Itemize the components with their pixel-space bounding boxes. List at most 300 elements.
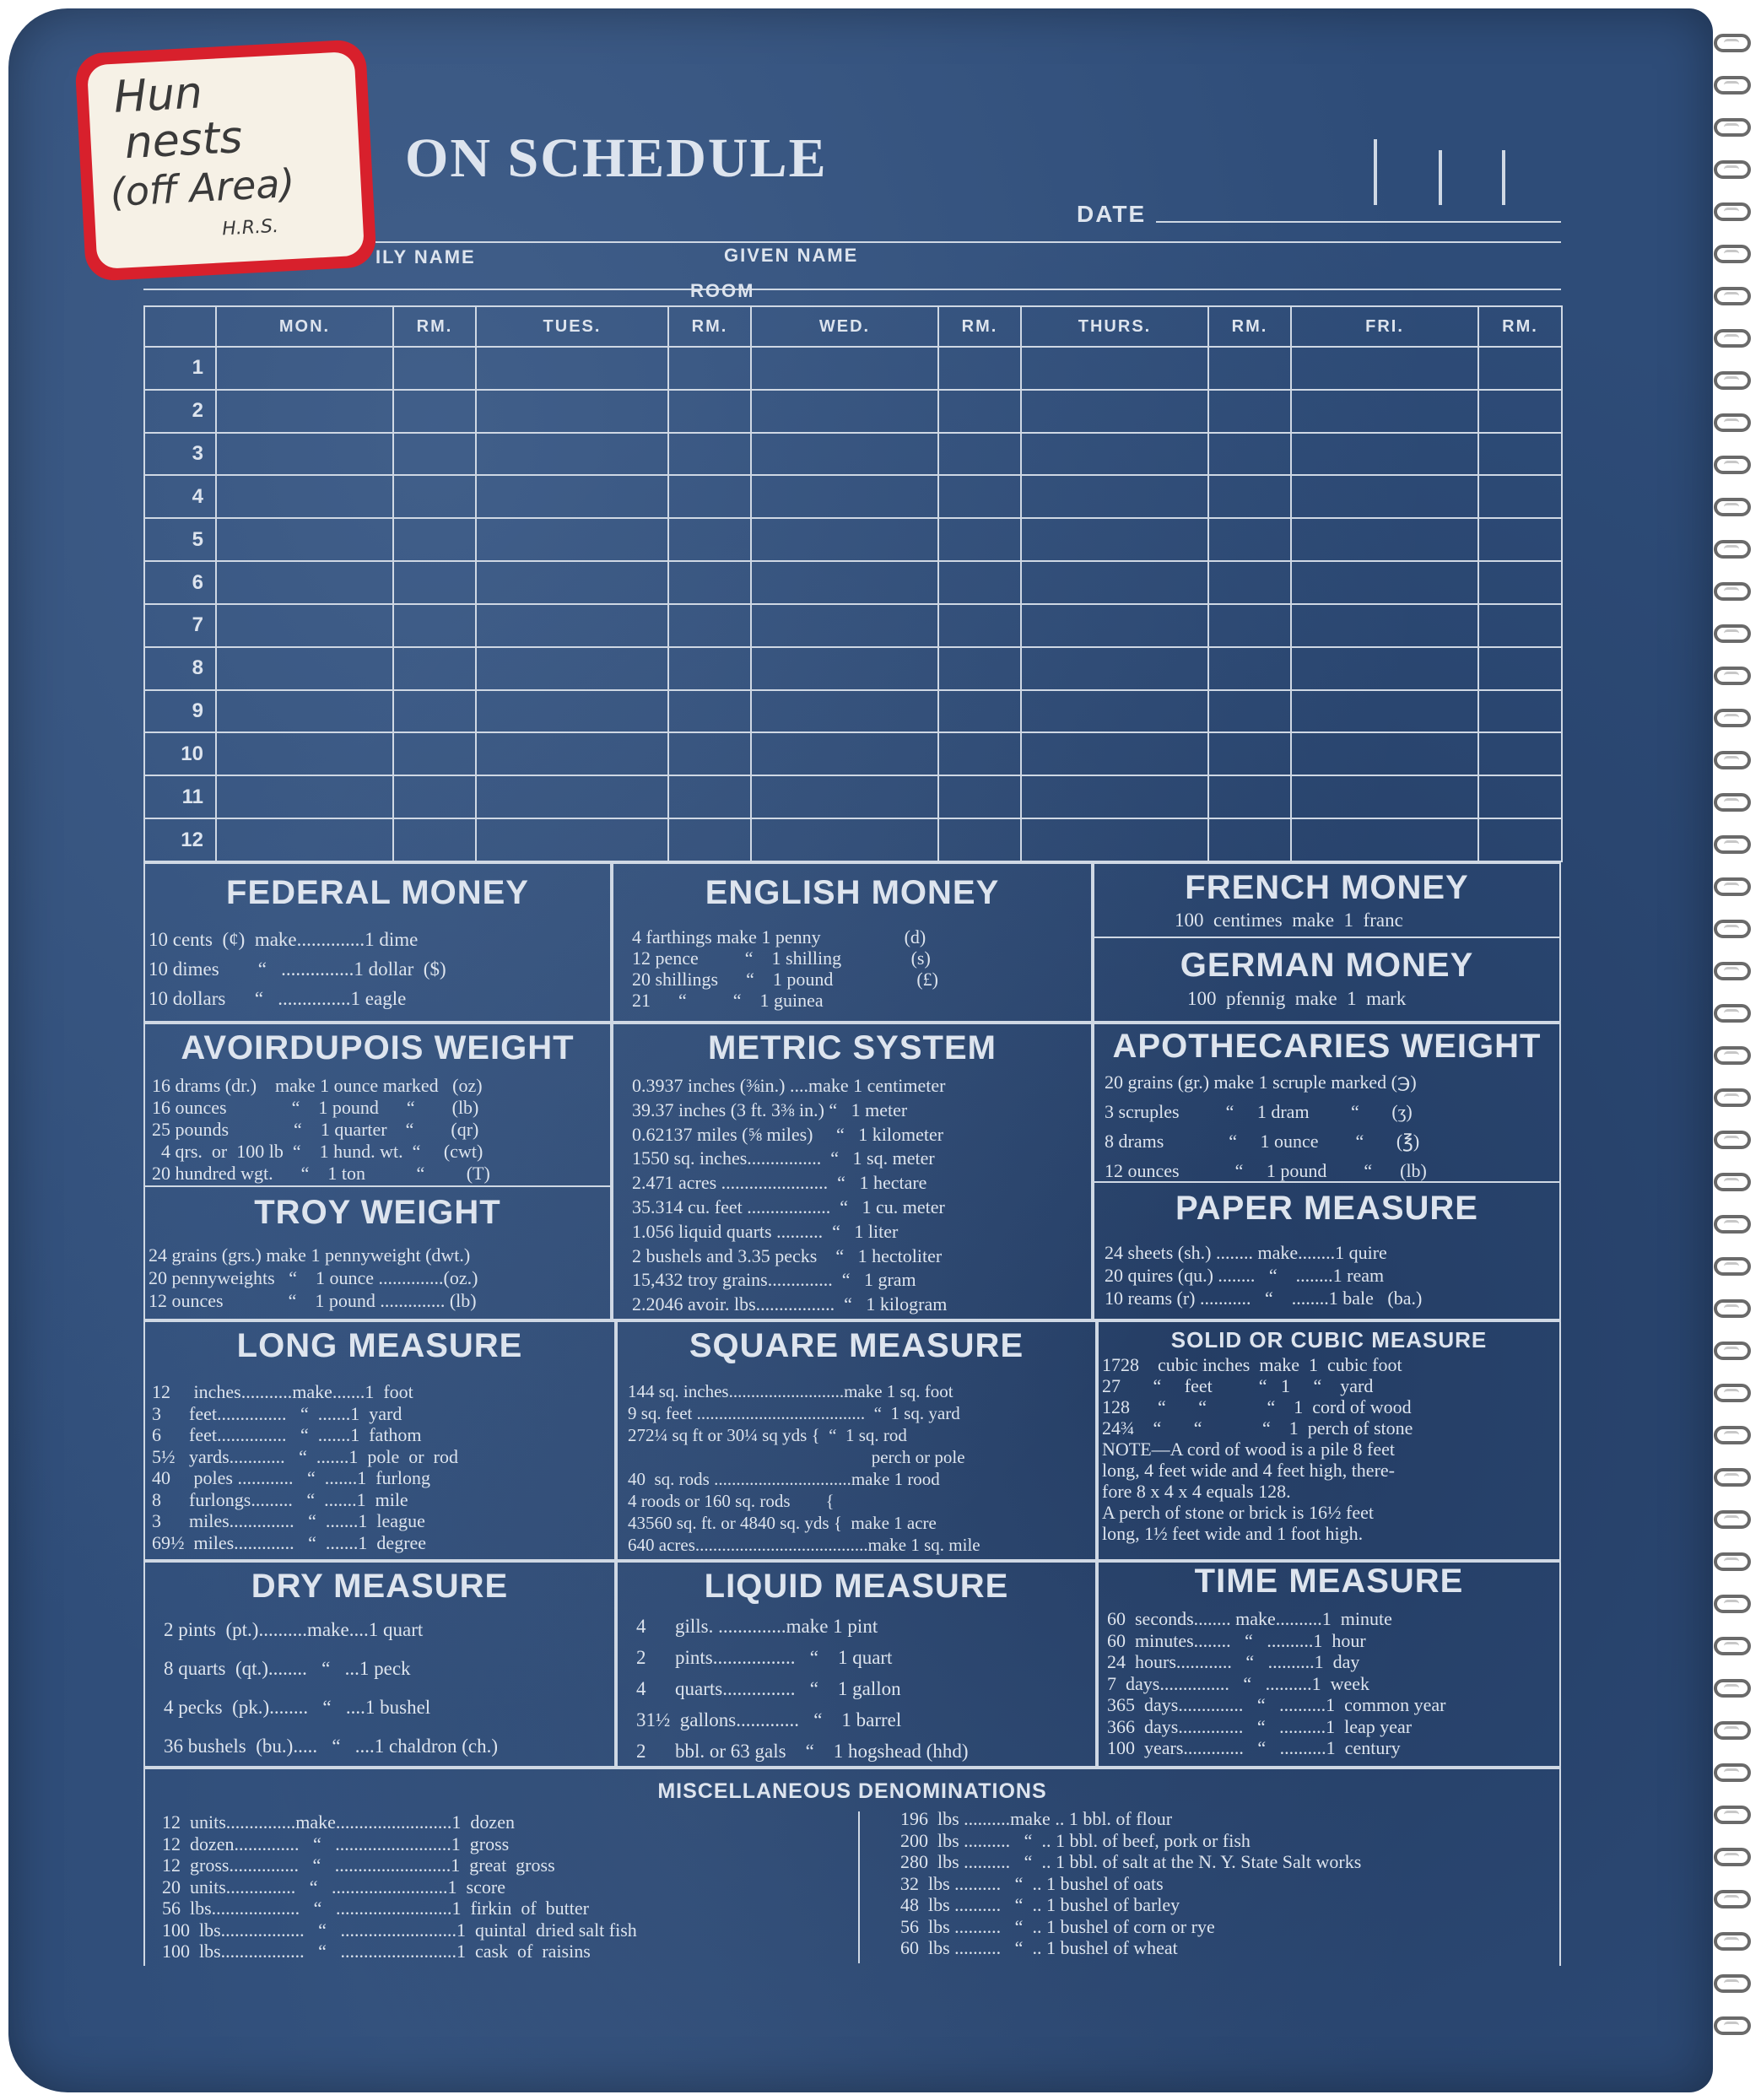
schedule-header-row — [144, 306, 1562, 347]
schedule-cell[interactable] — [751, 775, 938, 818]
measure-row: 2.2046 avoir. lbs................. “ 1 kilogram — [632, 1293, 948, 1315]
period-number: 12 — [144, 818, 216, 861]
schedule-cell[interactable] — [1478, 433, 1562, 476]
spiral-ring — [1714, 1932, 1751, 1951]
schedule-cell[interactable] — [1021, 518, 1208, 561]
metric-title: METRIC SYSTEM — [708, 1029, 997, 1066]
label-handwriting-line2: nests — [123, 111, 244, 170]
schedule-cell[interactable] — [1291, 475, 1478, 518]
schedule-cell[interactable] — [1478, 518, 1562, 561]
english-money-box — [612, 862, 1093, 1023]
measure-row: 200 lbs .......... “ .. 1 bbl. of beef, pork or fish — [900, 1829, 1251, 1851]
room-line — [143, 289, 1561, 290]
measure-row: 4 gills. ..............make 1 pint — [636, 1616, 878, 1637]
measure-row: 32 lbs .......... “ .. 1 bushel of oats — [900, 1872, 1164, 1894]
measure-row: 4 farthings make 1 penny (d) — [632, 926, 926, 947]
measure-row: 24 grains (grs.) make 1 pennyweight (dwt.) — [149, 1244, 471, 1266]
spiral-ring — [1714, 1088, 1751, 1107]
schedule-row — [144, 647, 1562, 690]
spiral-ring — [1714, 793, 1751, 812]
schedule-row — [144, 347, 1562, 390]
schedule-cell[interactable] — [1478, 390, 1562, 433]
schedule-cell[interactable] — [668, 433, 751, 476]
measure-row: 3 scruples “ 1 dram “ (ʒ) — [1105, 1101, 1413, 1122]
schedule-cell[interactable] — [393, 647, 476, 690]
measure-row: 6 feet............... “ .......1 fathom — [152, 1424, 422, 1445]
measure-row: 27 “ feet “ 1 “ yard — [1102, 1375, 1374, 1396]
schedule-cell[interactable] — [476, 347, 668, 390]
measure-row: 16 drams (dr.) make 1 ounce marked (oz) — [152, 1075, 483, 1096]
measure-row: 20 grains (gr.) make 1 scruple marked (℈) — [1105, 1072, 1417, 1093]
avoirdupois-title: AVOIRDUPOIS WEIGHT — [181, 1029, 575, 1066]
schedule-cell[interactable] — [938, 475, 1021, 518]
schedule-row — [144, 561, 1562, 604]
spiral-ring — [1714, 1299, 1751, 1318]
schedule-cell[interactable] — [938, 347, 1021, 390]
schedule-cell[interactable] — [216, 690, 393, 733]
schedule-cell[interactable] — [1021, 818, 1208, 861]
schedule-cell[interactable] — [668, 604, 751, 647]
schedule-cell[interactable] — [216, 390, 393, 433]
spiral-ring — [1714, 1763, 1751, 1782]
schedule-cell[interactable] — [751, 475, 938, 518]
given-name-label: GIVEN NAME — [724, 245, 859, 266]
schedule-row — [144, 475, 1562, 518]
spiral-ring — [1714, 1173, 1751, 1191]
schedule-cell[interactable] — [476, 647, 668, 690]
measure-row: 5½ yards............ “ .......1 pole or rod — [152, 1445, 458, 1467]
measure-row: 4 pecks (pk.)........ “ ....1 bushel — [164, 1697, 431, 1718]
schedule-cell[interactable] — [938, 604, 1021, 647]
schedule-cell[interactable] — [1291, 390, 1478, 433]
schedule-cell[interactable] — [668, 475, 751, 518]
measure-row: 10 cents (¢) make..............1 dime — [149, 929, 419, 950]
period-number: 1 — [144, 347, 216, 390]
measure-row: 280 lbs .......... “ .. 1 bbl. of salt at the N. Y. State Salt works — [900, 1851, 1362, 1872]
schedule-cell[interactable] — [1291, 518, 1478, 561]
date-label: DATE — [1077, 201, 1147, 227]
measure-row: 10 dollars “ ...............1 eagle — [149, 988, 407, 1009]
measure-row: 20 shillings “ 1 pound (£) — [632, 969, 938, 990]
measure-row: 12 units...............make.........................1 dozen — [162, 1811, 515, 1833]
schedule-cell[interactable] — [1291, 647, 1478, 690]
schedule-cell[interactable] — [393, 818, 476, 861]
schedule-cell[interactable] — [938, 732, 1021, 775]
schedule-cell[interactable] — [393, 732, 476, 775]
measure-row: 4 roods or 160 sq. rods { — [628, 1491, 835, 1511]
measure-row: 12 dozen.............. “ .........................1 gross — [162, 1833, 510, 1854]
schedule-row — [144, 518, 1562, 561]
schedule-cell[interactable] — [1208, 390, 1291, 433]
schedule-cell[interactable] — [938, 818, 1021, 861]
schedule-cell[interactable] — [668, 347, 751, 390]
schedule-cell[interactable] — [1208, 690, 1291, 733]
schedule-cell[interactable] — [668, 775, 751, 818]
day-header-cell: RM. — [1478, 306, 1562, 347]
spiral-ring — [1714, 1426, 1751, 1444]
schedule-cell[interactable] — [1478, 775, 1562, 818]
measure-row: 24¾ “ “ “ 1 perch of stone — [1102, 1417, 1413, 1439]
schedule-cell[interactable] — [1208, 347, 1291, 390]
measure-row: 21 “ “ 1 guinea — [632, 990, 824, 1011]
measure-row: 40 poles ............ “ .......1 furlong — [152, 1467, 430, 1488]
schedule-cell[interactable] — [1478, 561, 1562, 604]
schedule-cell[interactable] — [476, 775, 668, 818]
long-measure-title: LONG MEASURE — [236, 1327, 523, 1364]
day-header-cell: RM. — [938, 306, 1021, 347]
measure-row: 128 “ “ “ 1 cord of wood — [1102, 1396, 1412, 1417]
measure-row: A perch of stone or brick is 16½ feet — [1102, 1502, 1374, 1523]
schedule-cell[interactable] — [1021, 647, 1208, 690]
spiral-ring — [1714, 1595, 1751, 1613]
troy-title: TROY WEIGHT — [254, 1194, 501, 1231]
schedule-row — [144, 390, 1562, 433]
measure-row: 20 units............... “ .........................1 score — [162, 1876, 505, 1898]
schedule-cell[interactable] — [216, 475, 393, 518]
schedule-cell[interactable] — [668, 561, 751, 604]
schedule-cell[interactable] — [216, 561, 393, 604]
schedule-cell[interactable] — [393, 518, 476, 561]
apothecaries-weight-box — [1093, 1023, 1561, 1183]
schedule-cell[interactable] — [476, 433, 668, 476]
spiral-ring — [1714, 118, 1751, 137]
day-header-cell: RM. — [1208, 306, 1291, 347]
measure-row: 56 lbs................... “ .........................1 firkin of butter — [162, 1898, 589, 1919]
measure-row: 100 years............. “ ..........1 century — [1107, 1737, 1401, 1758]
spiral-ring — [1714, 1468, 1751, 1487]
spiral-ring — [1714, 835, 1751, 854]
schedule-cell[interactable] — [216, 347, 393, 390]
schedule-cell[interactable] — [1208, 604, 1291, 647]
schedule-cell[interactable] — [216, 647, 393, 690]
measure-row: 31½ gallons............. “ 1 barrel — [636, 1709, 902, 1730]
measure-row: 8 furlongs......... “ .......1 mile — [152, 1488, 408, 1510]
measure-row: 100 centimes make 1 franc — [1175, 910, 1403, 931]
schedule-cell[interactable] — [751, 347, 938, 390]
schedule-cell[interactable] — [1021, 561, 1208, 604]
spiral-ring — [1714, 1552, 1751, 1571]
measure-row: 12 ounces “ 1 pound “ (lb) — [1105, 1160, 1427, 1181]
schedule-cell[interactable] — [1291, 732, 1478, 775]
spiral-ring — [1714, 245, 1751, 263]
period-number: 8 — [144, 647, 216, 690]
measure-row: 16 ounces “ 1 pound “ (lb) — [152, 1097, 479, 1118]
schedule-cell[interactable] — [938, 647, 1021, 690]
dry-measure-box — [143, 1561, 616, 1768]
day-header-cell: WED. — [751, 306, 938, 347]
schedule-cell[interactable] — [216, 433, 393, 476]
schedule-cell[interactable] — [1478, 732, 1562, 775]
schedule-cell[interactable] — [1208, 561, 1291, 604]
period-number: 3 — [144, 433, 216, 476]
label-handwriting-line1: Hun — [112, 67, 204, 123]
schedule-cell[interactable] — [751, 561, 938, 604]
miscellaneous-denominations-box — [143, 1768, 1561, 1966]
schedule-cell[interactable] — [476, 518, 668, 561]
measure-row: 8 drams “ 1 ounce “ (℥) — [1105, 1131, 1420, 1152]
square-measure-box — [616, 1320, 1097, 1561]
schedule-cell[interactable] — [216, 732, 393, 775]
measure-row: long, 4 feet wide and 4 feet high, there- — [1102, 1460, 1395, 1481]
spiral-ring — [1714, 582, 1751, 601]
schedule-cell[interactable] — [1021, 347, 1208, 390]
measure-row: 60 minutes........ “ ..........1 hour — [1107, 1629, 1366, 1651]
metric-system-box — [612, 1023, 1093, 1320]
measure-row: 20 quires (qu.) ........ “ ........1 ream — [1105, 1265, 1385, 1286]
schedule-cell[interactable] — [476, 475, 668, 518]
spiral-ring — [1714, 1974, 1751, 1993]
spiral-ring — [1714, 1510, 1751, 1529]
measure-row: 10 reams (r) ........... “ ........1 bale (ba.) — [1105, 1288, 1423, 1309]
schedule-cell[interactable] — [751, 690, 938, 733]
spiral-ring — [1714, 1131, 1751, 1149]
measure-row: 2 pints................. “ 1 quart — [636, 1647, 893, 1668]
solid-measure-title: SOLID OR CUBIC MEASURE — [1170, 1327, 1488, 1352]
schedule-cell[interactable] — [938, 433, 1021, 476]
schedule-cell[interactable] — [668, 732, 751, 775]
measure-row: 24 hours............ “ ..........1 day — [1107, 1651, 1360, 1672]
schedule-cell[interactable] — [1208, 775, 1291, 818]
schedule-cell[interactable] — [476, 732, 668, 775]
period-number: 5 — [144, 518, 216, 561]
german-money-box — [1093, 937, 1561, 1023]
schedule-cell[interactable] — [1208, 518, 1291, 561]
schedule-cell[interactable] — [1021, 390, 1208, 433]
spiral-ring — [1714, 34, 1751, 52]
spiral-ring — [1714, 540, 1751, 559]
schedule-cell[interactable] — [393, 690, 476, 733]
spiral-ring — [1714, 1215, 1751, 1234]
measure-row: 7 days............... “ ..........1 week — [1107, 1672, 1370, 1694]
family-name-label: ILY NAME — [375, 246, 476, 267]
french-money-title: FRENCH MONEY — [1185, 869, 1469, 906]
schedule-cell[interactable] — [1021, 775, 1208, 818]
period-number: 2 — [144, 390, 216, 433]
schedule-cell[interactable] — [1021, 690, 1208, 733]
schedule-cell[interactable] — [393, 561, 476, 604]
schedule-cell[interactable] — [393, 347, 476, 390]
schedule-cell[interactable] — [751, 433, 938, 476]
measure-row: 60 seconds........ make..........1 minute — [1107, 1608, 1392, 1629]
schedule-cell[interactable] — [938, 390, 1021, 433]
schedule-cell[interactable] — [1208, 475, 1291, 518]
german-money-title: GERMAN MONEY — [1180, 947, 1474, 984]
schedule-title: ON SCHEDULE — [405, 127, 828, 189]
measure-row: 69½ miles............. “ .......1 degree — [152, 1531, 427, 1553]
label-handwriting-line3: (off Area) — [109, 159, 296, 216]
spiral-ring — [1714, 1342, 1751, 1360]
schedule-row — [144, 604, 1562, 647]
period-number: 10 — [144, 732, 216, 775]
measure-row: 56 lbs .......... “ .. 1 bushel of corn or rye — [900, 1915, 1215, 1937]
measure-row: 4 quarts............... “ 1 gallon — [636, 1678, 901, 1699]
schedule-row — [144, 775, 1562, 818]
schedule-cell[interactable] — [1291, 561, 1478, 604]
square-measure-title: SQUARE MEASURE — [689, 1327, 1024, 1364]
measure-row: 100 pfennig make 1 mark — [1187, 988, 1407, 1009]
schedule-cell[interactable] — [1021, 475, 1208, 518]
schedule-cell[interactable] — [1478, 475, 1562, 518]
schedule-cell[interactable] — [938, 561, 1021, 604]
measure-row: 2 pints (pt.)..........make....1 quart — [164, 1619, 424, 1640]
measure-row: 100 lbs.................. “ .........................1 quintal dried salt fish — [162, 1919, 637, 1941]
measure-row: 366 days.............. “ ..........1 leap year — [1107, 1715, 1413, 1737]
schedule-cell[interactable] — [1208, 818, 1291, 861]
measure-row: 640 acres.......................................make 1 sq. mile — [628, 1535, 980, 1555]
measure-row: NOTE—A cord of wood is a pile 8 feet — [1102, 1439, 1396, 1460]
schedule-cell[interactable] — [1021, 433, 1208, 476]
schedule-cell[interactable] — [476, 818, 668, 861]
schedule-body — [144, 347, 1562, 861]
federal-money-box — [143, 862, 612, 1023]
schedule-cell[interactable] — [938, 690, 1021, 733]
spiral-binding — [1710, 0, 1761, 2100]
schedule-cell[interactable] — [938, 518, 1021, 561]
measure-row: 24 sheets (sh.) ........ make........1 quire — [1105, 1242, 1387, 1263]
date-line — [1156, 221, 1561, 223]
paper-measure-box — [1093, 1181, 1561, 1320]
name-line — [375, 241, 1561, 243]
spiral-ring — [1714, 329, 1751, 348]
schedule-cell[interactable] — [393, 390, 476, 433]
measure-row: 12 gross............... “ .........................1 great gross — [162, 1854, 555, 1876]
schedule-cell[interactable] — [476, 561, 668, 604]
spiral-ring — [1714, 1890, 1751, 1908]
measure-row: 2 bushels and 3.35 pecks “ 1 hectoliter — [632, 1244, 943, 1266]
schedule-cell[interactable] — [1478, 347, 1562, 390]
measure-row: 39.37 inches (3 ft. 3⅜ in.) “ 1 meter — [632, 1099, 908, 1120]
spiral-ring — [1714, 456, 1751, 474]
measure-row: 3 miles.............. “ .......1 league — [152, 1510, 425, 1531]
period-number: 7 — [144, 604, 216, 647]
schedule-cell[interactable] — [476, 390, 668, 433]
schedule-cell[interactable] — [393, 604, 476, 647]
dry-measure-title: DRY MEASURE — [251, 1568, 509, 1605]
label-handwriting-initials: H.R.S. — [221, 215, 279, 240]
room-label: ROOM — [690, 280, 755, 301]
schedule-cell[interactable] — [216, 818, 393, 861]
day-header-cell: THURS. — [1021, 306, 1208, 347]
schedule-cell[interactable] — [751, 604, 938, 647]
measure-row: 0.62137 miles (⅝ miles) “ 1 kilometer — [632, 1123, 944, 1145]
french-money-box — [1093, 862, 1561, 938]
schedule-cell[interactable] — [751, 647, 938, 690]
schedule-row — [144, 818, 1562, 861]
misc-title: MISCELLANEOUS DENOMINATIONS — [657, 1779, 1047, 1803]
period-number: 11 — [144, 775, 216, 818]
liquid-measure-title: LIQUID MEASURE — [704, 1568, 1009, 1605]
spiral-ring — [1714, 1257, 1751, 1276]
measure-row: 365 days.............. “ ..........1 common year — [1107, 1694, 1446, 1715]
schedule-cell[interactable] — [216, 604, 393, 647]
measure-row: 12 ounces “ 1 pound .............. (lb) — [149, 1290, 477, 1311]
measure-row: 196 lbs ..........make .. 1 bbl. of flour — [900, 1808, 1173, 1829]
schedule-cell[interactable] — [668, 647, 751, 690]
spiral-ring — [1714, 751, 1751, 769]
measure-row: 8 quarts (qt.)........ “ ...1 peck — [164, 1658, 411, 1679]
paper-title: PAPER MEASURE — [1175, 1190, 1478, 1227]
spiral-ring — [1714, 1848, 1751, 1866]
schedule-cell[interactable] — [1478, 818, 1562, 861]
spiral-ring — [1714, 371, 1751, 390]
apothecaries-title: APOTHECARIES WEIGHT — [1112, 1028, 1542, 1065]
schedule-cell[interactable] — [1478, 647, 1562, 690]
schedule-cell[interactable] — [393, 433, 476, 476]
spiral-ring — [1714, 1004, 1751, 1023]
schedule-cell[interactable] — [1208, 433, 1291, 476]
schedule-cell[interactable] — [1291, 347, 1478, 390]
schedule-cell[interactable] — [1208, 647, 1291, 690]
red-bordered-label — [74, 39, 377, 282]
schedule-cell[interactable] — [1021, 604, 1208, 647]
long-measure-box — [143, 1320, 616, 1561]
spiral-ring — [1714, 1637, 1751, 1655]
misc-divider — [858, 1811, 860, 1963]
schedule-cell[interactable] — [216, 518, 393, 561]
period-number: 9 — [144, 690, 216, 733]
schedule-cell[interactable] — [216, 775, 393, 818]
measure-row: 272¼ sq ft or 30¼ sq yds { “ 1 sq. rod — [628, 1425, 907, 1445]
measure-row: 40 sq. rods ...............................make 1 rood — [628, 1469, 940, 1489]
measure-row: 43560 sq. ft. or 4840 sq. yds { make 1 acre — [628, 1513, 937, 1533]
measure-row: 100 lbs.................. “ .........................1 cask of raisins — [162, 1941, 591, 1962]
schedule-cell[interactable] — [751, 732, 938, 775]
measure-row: 9 sq. feet ...................................... “ 1 sq. yard — [628, 1403, 960, 1423]
day-header-cell: FRI. — [1291, 306, 1478, 347]
measure-row: 1728 cubic inches make 1 cubic foot — [1102, 1354, 1402, 1375]
schedule-cell[interactable] — [1291, 604, 1478, 647]
measure-row: 1550 sq. inches................ “ 1 sq. meter — [632, 1147, 935, 1169]
schedule-cell[interactable] — [1291, 775, 1478, 818]
measure-row: long, 1½ feet wide and 1 foot high. — [1102, 1523, 1364, 1544]
schedule-cell[interactable] — [668, 390, 751, 433]
spiral-ring — [1714, 160, 1751, 179]
schedule-cell[interactable] — [668, 518, 751, 561]
avoirdupois-weight-box — [143, 1023, 612, 1187]
schedule-cell[interactable] — [751, 518, 938, 561]
schedule-cell[interactable] — [1208, 732, 1291, 775]
measure-row: 60 lbs .......... “ .. 1 bushel of wheat — [900, 1937, 1178, 1958]
measure-row: fore 8 x 4 x 4 equals 128. — [1102, 1481, 1291, 1502]
schedule-cell[interactable] — [1291, 433, 1478, 476]
measure-row: 15,432 troy grains.............. “ 1 gram — [632, 1269, 916, 1291]
spiral-ring — [1714, 877, 1751, 896]
schedule-cell[interactable] — [1478, 604, 1562, 647]
measure-row: 144 sq. inches..........................make 1 sq. foot — [628, 1381, 953, 1401]
measure-row: 1.056 liquid quarts .......... “ 1 liter — [632, 1220, 899, 1242]
measure-row: 20 pennyweights “ 1 ounce ..............(oz.) — [149, 1267, 478, 1288]
schedule-row — [144, 433, 1562, 476]
schedule-cell[interactable] — [393, 475, 476, 518]
measure-row: 25 pounds “ 1 quarter “ (qr) — [152, 1119, 479, 1140]
schedule-cell[interactable] — [476, 690, 668, 733]
spiral-ring — [1714, 1384, 1751, 1402]
schedule-cell[interactable] — [751, 390, 938, 433]
schedule-cell[interactable] — [393, 775, 476, 818]
schedule-cell[interactable] — [938, 775, 1021, 818]
english-money-title: ENGLISH MONEY — [705, 874, 1000, 911]
schedule-cell[interactable] — [668, 690, 751, 733]
schedule-cell[interactable] — [1478, 690, 1562, 733]
day-header-cell: RM. — [393, 306, 476, 347]
schedule-cell[interactable] — [1291, 818, 1478, 861]
schedule-cell[interactable] — [1291, 690, 1478, 733]
schedule-cell[interactable] — [751, 818, 938, 861]
spiral-ring — [1714, 498, 1751, 516]
schedule-cell[interactable] — [668, 818, 751, 861]
schedule-cell[interactable] — [476, 604, 668, 647]
schedule-cell[interactable] — [1021, 732, 1208, 775]
